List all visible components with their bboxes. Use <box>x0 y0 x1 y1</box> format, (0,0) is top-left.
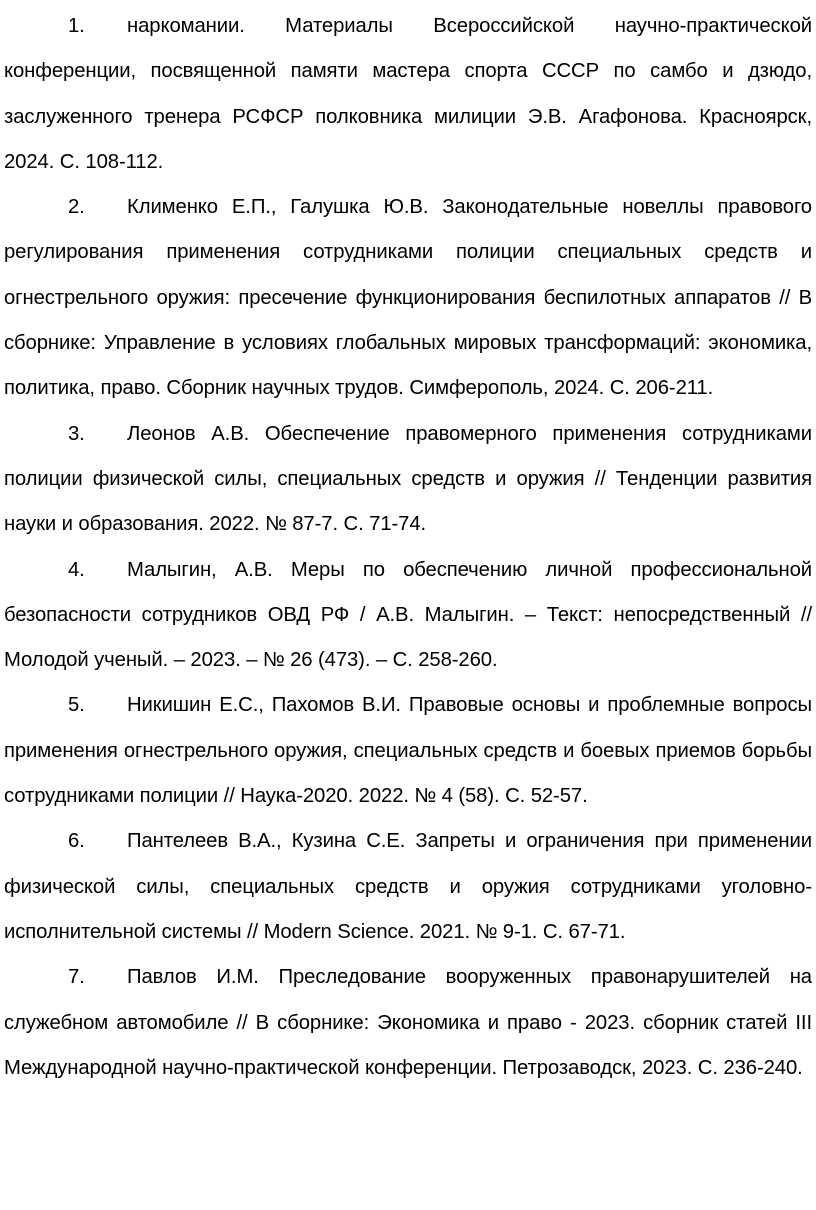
reference-item <box>4 185 812 411</box>
reference-number: 1. <box>68 15 85 37</box>
reference-number: 3. <box>68 422 85 445</box>
reference-text: наркомании. Материалы Всероссийской научно-практической конференции, посвященной памяти мастера спорта СССР по самбо и дзюдо, заслуженного тренера РСФСР полковника милиции Э.В. Агафонова. Красноярск, 2024. С. 108-112. <box>4 15 812 173</box>
reference-number: 6. <box>68 830 85 853</box>
reference-text: Никишин Е.С., Пахомов В.И. Правовые основы и проблемные вопросы применения огнестрельного оружия, специальных средств и боевых приемов борьбы сотрудниками полиции // Наука-2020. 2022. № 4 (58). С. 52-57. <box>4 694 812 808</box>
reference-number: 2. <box>68 196 85 219</box>
reference-item <box>4 548 812 684</box>
reference-item <box>4 4 812 185</box>
reference-text: Пантелеев В.А., Кузина С.Е. Запреты и ограничения при применении физической силы, специальных средств и оружия сотрудниками уголовно-исполнительной системы // Modern Science. 2021. № 9-1. С. 67-71. <box>4 830 812 943</box>
reference-text: Павлов И.М. Преследование вооруженных правонарушителей на служебном автомобиле // В сборнике: Экономика и право - 2023. сборник статей III Международной научно-практической конференции. Петрозаводск, 2023. С. 236-240. <box>4 966 812 1079</box>
reference-text: Леонов А.В. Обеспечение правомерного применения сотрудниками полиции физической силы, специальных средств и оружия // Тенденции развития науки и образования. 2022. № 87-7. С. 71-74. <box>4 422 812 536</box>
reference-text: Малыгин, А.В. Меры по обеспечению личной профессиональной безопасности сотрудников ОВД РФ / А.В. Малыгин. – Текст: непосредственный // Молодой ученый. – 2023. – № 26 (473). – С. 258-260. <box>4 558 812 672</box>
reference-number: 7. <box>68 966 85 989</box>
reference-number: 5. <box>68 694 85 717</box>
reference-number: 4. <box>68 558 85 581</box>
reference-list <box>4 4 812 1091</box>
reference-item <box>4 955 812 1091</box>
reference-item <box>4 819 812 955</box>
reference-item <box>4 412 812 548</box>
reference-item <box>4 683 812 819</box>
reference-text: Клименко Е.П., Галушка Ю.В. Законодательные новеллы правового регулирования применения сотрудниками полиции специальных средств и огнестрельного оружия: пресечение функционирования беспилотных аппаратов // В сборнике: Управление в условиях глобальных мировых трансформаций: экономика, политика, право. Сборник научных трудов. Симферополь, 2024. С. 206-211. <box>4 196 812 400</box>
